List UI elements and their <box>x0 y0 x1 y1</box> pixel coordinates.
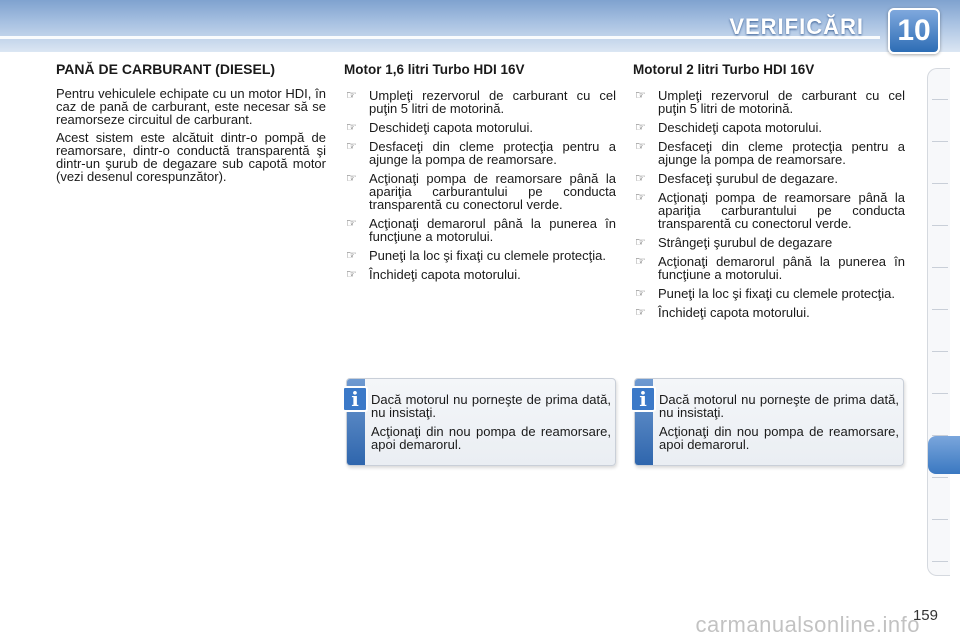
intro-paragraph: Pentru vehiculele echipate cu un motor HDI, în caz de pană de carburant, este necesar să se reamorseze circuitul de carburant. <box>56 86 326 127</box>
thumb-tab-divider <box>932 309 948 310</box>
pointing-hand-icon: ☞ <box>346 88 357 102</box>
intro-column <box>56 62 326 188</box>
pointing-hand-icon: ☞ <box>346 216 357 230</box>
step-item <box>633 121 905 134</box>
step-item <box>344 249 616 262</box>
thumb-tab-divider <box>932 477 948 478</box>
step-item <box>344 172 616 211</box>
intro-paragraph: Acest sistem este alcătuit dintr-o pompă de reamorsare, dintr-o conductă transparentă şi dintr-un şurub de degazare sub capotă motor (vezi desenul corespunzător). <box>56 130 326 184</box>
pointing-hand-icon: ☞ <box>635 305 646 319</box>
pointing-hand-icon: ☞ <box>635 139 646 153</box>
step-item <box>633 287 905 300</box>
step-text: Umpleţi rezervorul de carburant cu cel puţin 5 litri de motorină. <box>658 88 905 116</box>
pointing-hand-icon: ☞ <box>635 235 646 249</box>
thumb-tab-divider <box>932 183 948 184</box>
chapter-thumb-tab-active[interactable] <box>928 436 960 474</box>
thumb-tab-divider <box>932 393 948 394</box>
step-text: Acţionaţi pompa de reamorsare până la apariţia carburantului pe conducta transparentă cu conectorul verde. <box>658 190 905 231</box>
step-text: Strângeţi şurubul de degazare <box>658 235 833 250</box>
step-text: Acţionaţi demarorul până la punerea în funcţiune a motorului. <box>658 254 905 282</box>
step-item <box>344 217 616 243</box>
thumb-tab-divider <box>932 561 948 562</box>
info-icon: i <box>342 386 368 412</box>
thumb-tab-divider <box>932 519 948 520</box>
step-item <box>633 306 905 319</box>
step-text: Deschideţi capota motorului. <box>369 120 534 135</box>
pointing-hand-icon: ☞ <box>346 120 357 134</box>
engine-20-column <box>633 62 905 325</box>
step-text: Deschideţi capota motorului. <box>658 120 823 135</box>
thumb-tab-divider <box>932 141 948 142</box>
thumb-tab-divider <box>932 225 948 226</box>
step-text: Puneţi la loc şi fixaţi cu clemele protecţia. <box>369 248 606 263</box>
step-text: Închideţi capota motorului. <box>369 267 521 282</box>
step-text: Închideţi capota motorului. <box>658 305 810 320</box>
info-note-line: Dacă motorul nu porneşte de prima dată, nu insistaţi. <box>659 392 899 420</box>
engine-16-steps <box>344 89 616 281</box>
watermark: carmanualsonline.info <box>695 612 920 637</box>
pointing-hand-icon: ☞ <box>346 171 357 185</box>
thumb-tab-divider <box>932 267 948 268</box>
info-note-box <box>346 378 616 466</box>
info-note-line: Acţionaţi din nou pompa de reamorsare, apoi demarorul. <box>371 424 611 452</box>
chapter-title: VERIFICĂRI <box>729 14 864 39</box>
info-icon: i <box>630 386 656 412</box>
header-band <box>0 0 960 52</box>
info-note-box <box>634 378 904 466</box>
pointing-hand-icon: ☞ <box>635 286 646 300</box>
engine-16-heading: Motor 1,6 litri Turbo HDI 16V <box>344 62 525 77</box>
step-text: Puneţi la loc şi fixaţi cu clemele protecţia. <box>658 286 895 301</box>
step-text: Umpleţi rezervorul de carburant cu cel puţin 5 litri de motorină. <box>369 88 616 116</box>
thumb-tab-divider <box>932 99 948 100</box>
step-item <box>633 172 905 185</box>
step-item <box>344 140 616 166</box>
info-note-text <box>659 393 899 457</box>
step-text: Acţionaţi pompa de reamorsare până la apariţia carburantului pe conducta transparentă cu conectorul verde. <box>369 171 616 212</box>
step-item <box>344 89 616 115</box>
step-item <box>344 121 616 134</box>
pointing-hand-icon: ☞ <box>346 139 357 153</box>
pointing-hand-icon: ☞ <box>346 267 357 281</box>
step-text: Desfaceţi şurubul de degazare. <box>658 171 838 186</box>
pointing-hand-icon: ☞ <box>635 120 646 134</box>
pointing-hand-icon: ☞ <box>635 171 646 185</box>
info-note-text <box>371 393 611 457</box>
step-item <box>633 236 905 249</box>
step-item <box>633 140 905 166</box>
engine-16-column <box>344 62 616 287</box>
info-note-line: Acţionaţi din nou pompa de reamorsare, apoi demarorul. <box>659 424 899 452</box>
step-item <box>344 268 616 281</box>
engine-20-heading: Motorul 2 litri Turbo HDI 16V <box>633 62 815 77</box>
chapter-number-badge: 10 <box>888 8 940 54</box>
step-text: Desfaceţi din cleme protecţia pentru a ajunge la pompa de reamorsare. <box>369 139 616 167</box>
page-number: 159 <box>912 607 938 624</box>
step-item <box>633 255 905 281</box>
info-note-line: Dacă motorul nu porneşte de prima dată, nu insistaţi. <box>371 392 611 420</box>
engine-20-steps <box>633 89 905 319</box>
pointing-hand-icon: ☞ <box>346 248 357 262</box>
step-item <box>633 191 905 230</box>
thumb-tab-divider <box>932 351 948 352</box>
chapter-thumb-tabs <box>927 68 950 576</box>
pointing-hand-icon: ☞ <box>635 254 646 268</box>
step-text: Acţionaţi demarorul până la punerea în funcţiune a motorului. <box>369 216 616 244</box>
step-text: Desfaceţi din cleme protecţia pentru a ajunge la pompa de reamorsare. <box>658 139 905 167</box>
pointing-hand-icon: ☞ <box>635 88 646 102</box>
step-item <box>633 89 905 115</box>
pointing-hand-icon: ☞ <box>635 190 646 204</box>
section-heading: PANĂ DE CARBURANT (DIESEL) <box>56 61 276 77</box>
